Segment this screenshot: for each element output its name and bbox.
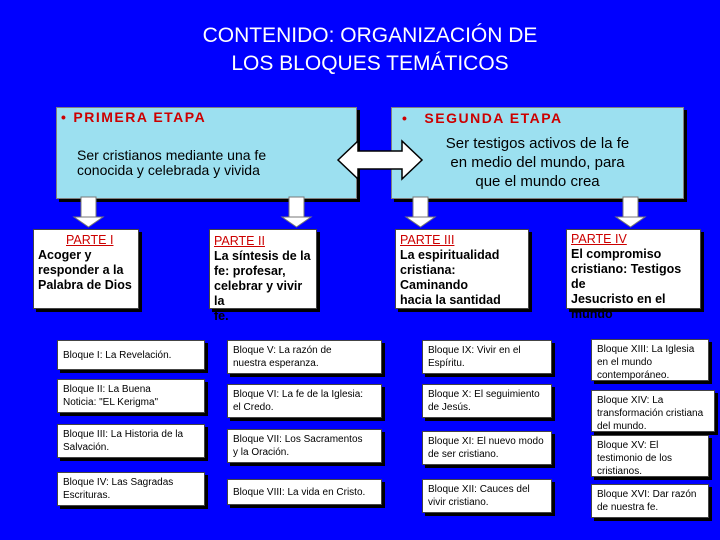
block-3 bbox=[57, 424, 205, 458]
block-14-line-2: transformación cristiana bbox=[597, 408, 704, 419]
part-card-4 bbox=[566, 229, 701, 321]
block-15-line-1: Bloque XV: El bbox=[597, 440, 659, 451]
block-4 bbox=[57, 472, 205, 506]
part-4-line-2: cristiano: Testigos de bbox=[571, 262, 682, 291]
block-13-line-3: contemporáneo. bbox=[597, 370, 670, 381]
stage-first-description bbox=[77, 148, 266, 178]
part-4-title: PARTE IV bbox=[571, 232, 627, 246]
block-16-line-2: de nuestra fe. bbox=[597, 502, 659, 513]
block-10-line-2: de Jesús. bbox=[428, 402, 471, 413]
block-16-line-1: Bloque XVI: Dar razón bbox=[597, 489, 697, 500]
block-3-line-2: Salvación. bbox=[63, 442, 110, 453]
stage-second-line-2: en medio del mundo, para bbox=[450, 154, 625, 171]
part-3-line-3: hacia la santidad bbox=[400, 293, 501, 307]
block-13 bbox=[591, 339, 709, 381]
block-14-line-3: del mundo. bbox=[597, 421, 647, 432]
block-6 bbox=[227, 384, 382, 418]
block-3-line-1: Bloque III: La Historia de la bbox=[63, 429, 184, 440]
part-1-line-1: Acoger y bbox=[38, 248, 92, 262]
block-2-line-2: Noticia: "EL Kerigma" bbox=[63, 397, 159, 408]
block-15-line-2: testimonio de los bbox=[597, 453, 673, 464]
stage-second-line-3: que el mundo crea bbox=[475, 173, 600, 190]
block-7-line-1: Bloque VII: Los Sacramentos bbox=[233, 434, 363, 445]
part-2-line-2: fe: profesar, bbox=[214, 264, 286, 278]
stage-second-line-1: Ser testigos activos de la fe bbox=[445, 135, 630, 152]
block-11 bbox=[422, 431, 552, 465]
block-11-line-1: Bloque XI: El nuevo modo bbox=[428, 436, 544, 447]
block-2-line-1: Bloque II: La Buena bbox=[63, 384, 151, 395]
block-13-line-1: Bloque XIII: La Iglesia bbox=[597, 344, 695, 355]
stage-second-heading bbox=[402, 110, 563, 126]
part-2-title: PARTE II bbox=[214, 234, 265, 248]
stage-second bbox=[391, 107, 684, 199]
block-15-line-3: cristianos. bbox=[597, 466, 643, 477]
page-title bbox=[0, 22, 720, 78]
part-1-line-2: responder a la bbox=[38, 263, 124, 277]
stage-first-line-2: conocida y celebrada y vivida bbox=[77, 162, 260, 178]
block-12 bbox=[422, 479, 552, 513]
block-5-line-1: Bloque V: La razón de bbox=[233, 345, 332, 356]
stage-first bbox=[56, 107, 357, 199]
block-6-line-2: el Credo. bbox=[233, 402, 274, 413]
double-arrow-icon bbox=[336, 139, 424, 181]
part-3-title: PARTE III bbox=[400, 233, 455, 247]
block-5 bbox=[227, 340, 382, 374]
block-1 bbox=[57, 340, 205, 370]
stage-second-description bbox=[392, 134, 683, 191]
part-2-line-3: celebrar y vivir la bbox=[214, 279, 303, 308]
block-9 bbox=[422, 340, 552, 374]
block-7 bbox=[227, 429, 382, 463]
block-1-line-1: Bloque I: La Revelación. bbox=[63, 350, 172, 361]
part-card-2 bbox=[209, 229, 317, 323]
block-12-line-1: Bloque XII: Cauces del bbox=[428, 484, 530, 495]
part-4-line-3: Jesucristo en el bbox=[571, 292, 666, 306]
part-3-line-1: La espiritualidad bbox=[400, 248, 500, 262]
block-13-line-2: en el mundo bbox=[597, 357, 653, 368]
part-2-line-4: fe. bbox=[214, 309, 229, 323]
block-8 bbox=[227, 479, 382, 505]
block-9-line-2: Espíritu. bbox=[428, 358, 465, 369]
block-14 bbox=[591, 390, 715, 432]
block-5-line-2: nuestra esperanza. bbox=[233, 358, 319, 369]
stage-second-bullet: • bbox=[402, 110, 409, 126]
part-4-line-4: mundo bbox=[571, 307, 613, 321]
title-line-1: CONTENIDO: ORGANIZACIÓN DE bbox=[202, 24, 538, 47]
block-2 bbox=[57, 379, 205, 413]
block-7-line-2: y la Oración. bbox=[233, 447, 290, 458]
block-8-line-1: Bloque VIII: La vida en Cristo. bbox=[233, 487, 366, 498]
part-1-title: PARTE I bbox=[66, 233, 114, 247]
part-4-line-1: El compromiso bbox=[571, 247, 662, 261]
part-2-line-1: La síntesis de la bbox=[214, 249, 311, 263]
stage-first-bullet: • bbox=[61, 109, 68, 125]
stage-second-heading-text: SEGUNDA ETAPA bbox=[424, 110, 563, 126]
part-3-line-2: cristiana: Caminando bbox=[400, 263, 469, 292]
block-10 bbox=[422, 384, 552, 418]
block-12-line-2: vivir cristiano. bbox=[428, 497, 489, 508]
part-1-line-3: Palabra de Dios bbox=[38, 278, 132, 292]
block-4-line-1: Bloque IV: Las Sagradas bbox=[63, 477, 174, 488]
part-card-3 bbox=[395, 229, 529, 309]
block-15 bbox=[591, 435, 709, 477]
stage-first-heading bbox=[61, 109, 206, 125]
title-line-2: LOS BLOQUES TEMÁTICOS bbox=[231, 52, 509, 75]
block-6-line-1: Bloque VI: La fe de la Iglesia: bbox=[233, 389, 364, 400]
block-16 bbox=[591, 484, 709, 518]
block-10-line-1: Bloque X: El seguimiento bbox=[428, 389, 540, 400]
block-9-line-1: Bloque IX: Vivir en el bbox=[428, 345, 521, 356]
block-11-line-2: de ser cristiano. bbox=[428, 449, 499, 460]
stage-first-line-1: Ser cristianos mediante una fe bbox=[77, 147, 267, 163]
block-4-line-2: Escrituras. bbox=[63, 490, 111, 501]
part-card-1 bbox=[33, 229, 139, 309]
stage-first-heading-text: PRIMERA ETAPA bbox=[73, 109, 207, 125]
block-14-line-1: Bloque XIV: La bbox=[597, 395, 664, 406]
